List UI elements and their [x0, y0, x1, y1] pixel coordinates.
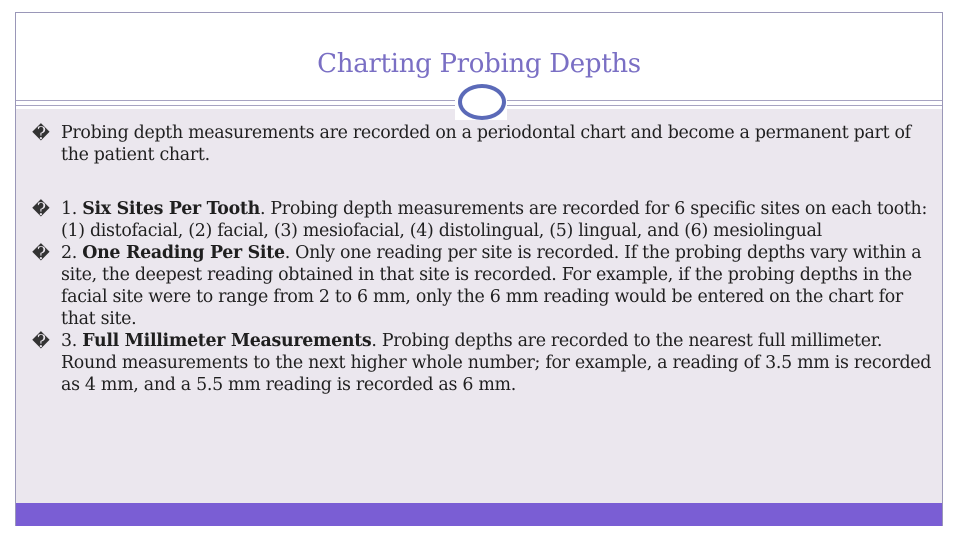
- bullet-text: Probing depth measurements are recorded on a periodontal chart and become a permanent part of the patient chart.: [61, 123, 911, 165]
- bullet-marker-icon: �: [32, 332, 50, 352]
- bullet-item-full-mm: [32, 330, 932, 396]
- bullet-heading: Six Sites Per Tooth: [82, 199, 260, 219]
- bullet-number: 3.: [61, 331, 83, 351]
- bottom-accent-bar: [16, 503, 942, 526]
- bullet-text: . Only one reading per site is recorded. If the probing depths vary within a site, the deepest reading obtained in that site is recorded. For example, if the probing depths in the facial site were to range from 2 to 6 mm, only the 6 mm reading would be entered on the chart for that site.: [61, 243, 922, 329]
- bullet-heading: One Reading Per Site: [82, 243, 285, 263]
- bullet-heading: Full Millimeter Measurements: [82, 331, 372, 351]
- slide-title: Charting Probing Depths: [317, 49, 641, 79]
- bullet-number: 2.: [61, 243, 83, 263]
- bullet-number: 1.: [61, 199, 83, 219]
- bullet-marker-icon: �: [32, 124, 50, 144]
- bullet-marker-icon: �: [32, 200, 50, 220]
- bullet-item-one-reading: [32, 242, 932, 330]
- bullet-text: . Probing depths are recorded to the nearest full millimeter. Round measurements to the next higher whole number; for example, a reading of 3.5 mm is recorded as 4 mm, and a 5.5 mm reading is recorded as 6 mm.: [61, 331, 932, 395]
- bullet-list: [32, 122, 932, 396]
- bullet-marker-icon: �: [32, 244, 50, 264]
- bullet-item-intro: [32, 122, 932, 166]
- bullet-text: . Probing depth measurements are recorded for 6 specific sites on each tooth: (1) distofacial, (2) facial, (3) mesiofacial, (4) distolingual, (5) lingual, and (6) mesiolingual: [61, 199, 928, 241]
- bullet-item-six-sites: [32, 198, 932, 242]
- circle-ornament-icon: [458, 84, 506, 120]
